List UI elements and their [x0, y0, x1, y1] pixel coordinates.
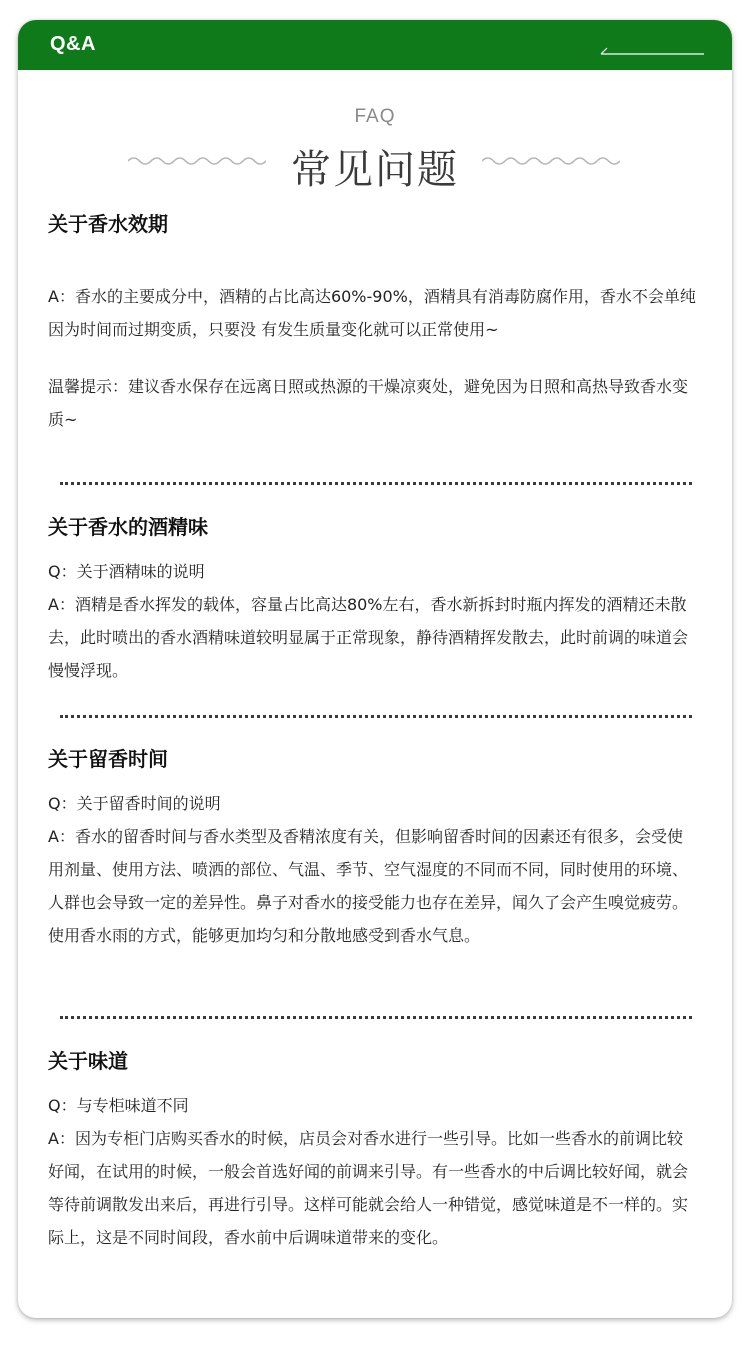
section-divider	[60, 482, 692, 485]
question-text: Q：关于酒精味的说明	[48, 562, 205, 581]
section-heading: 关于香水效期	[48, 212, 168, 236]
wave-decor-right-icon	[482, 154, 620, 168]
question-text: Q：关于留香时间的说明	[48, 794, 221, 813]
faq-section-alcohol-smell	[48, 513, 698, 687]
answer-text: A：香水的主要成分中，酒精的占比高达60%-90%，酒精具有消毒防腐作用，香水不会单纯因为时间而过期变质，只要没 有发生质量变化就可以正常使用~	[48, 287, 696, 339]
section-heading: 关于留香时间	[48, 747, 168, 771]
section-heading: 关于味道	[48, 1049, 128, 1073]
header-decor-line-icon	[600, 44, 704, 56]
section-heading: 关于香水的酒精味	[48, 515, 208, 539]
faq-section-longevity	[48, 745, 698, 952]
faq-section-scent	[48, 1047, 698, 1254]
faq-title: 常见问题	[291, 147, 459, 193]
faq-section-shelf-life	[48, 210, 698, 436]
qa-header-bar	[18, 20, 732, 70]
header-title: Q&A	[50, 33, 96, 55]
section-divider	[60, 715, 692, 718]
faq-label: FAQ	[354, 106, 396, 127]
answer-text: A：香水的留香时间与香水类型及香精浓度有关，但影响留香时间的因素还有很多，会受使用剂量、使用方法、喷洒的部位、气温、季节、空气湿度的不同而不同，同时使用的环境、人群也会导致一定的差异性。鼻子对香水的接受能力也存在差异，闻久了会产生嗅觉疲劳。使用香水雨的方式，能够更加均匀和分散地感受到香水气息。	[48, 827, 689, 945]
answer-text: A：酒精是香水挥发的载体，容量占比高达80%左右，香水新拆封时瓶内挥发的酒精还未散去，此时喷出的香水酒精味道较明显属于正常现象，静待酒精挥发散去，此时前调的味道会慢慢浮现。	[48, 595, 689, 680]
tip-text: 温馨提示：建议香水保存在远离日照或热源的干燥凉爽处，避免因为日照和高热导致香水变质~	[48, 377, 689, 429]
answer-text: A：因为专柜门店购买香水的时候，店员会对香水进行一些引导。比如一些香水的前调比较好闻，在试用的时候，一般会首选好闻的前调来引导。有一些香水的中后调比较好闻，就会等待前调散发出来后，再进行引导。这样可能就会给人一种错觉，感觉味道是不一样的。实际上，这是不同时间段，香水前中后调味道带来的变化。	[48, 1129, 689, 1247]
section-divider	[60, 1016, 692, 1019]
qa-card	[18, 20, 732, 1318]
question-text: Q：与专柜味道不同	[48, 1096, 189, 1115]
